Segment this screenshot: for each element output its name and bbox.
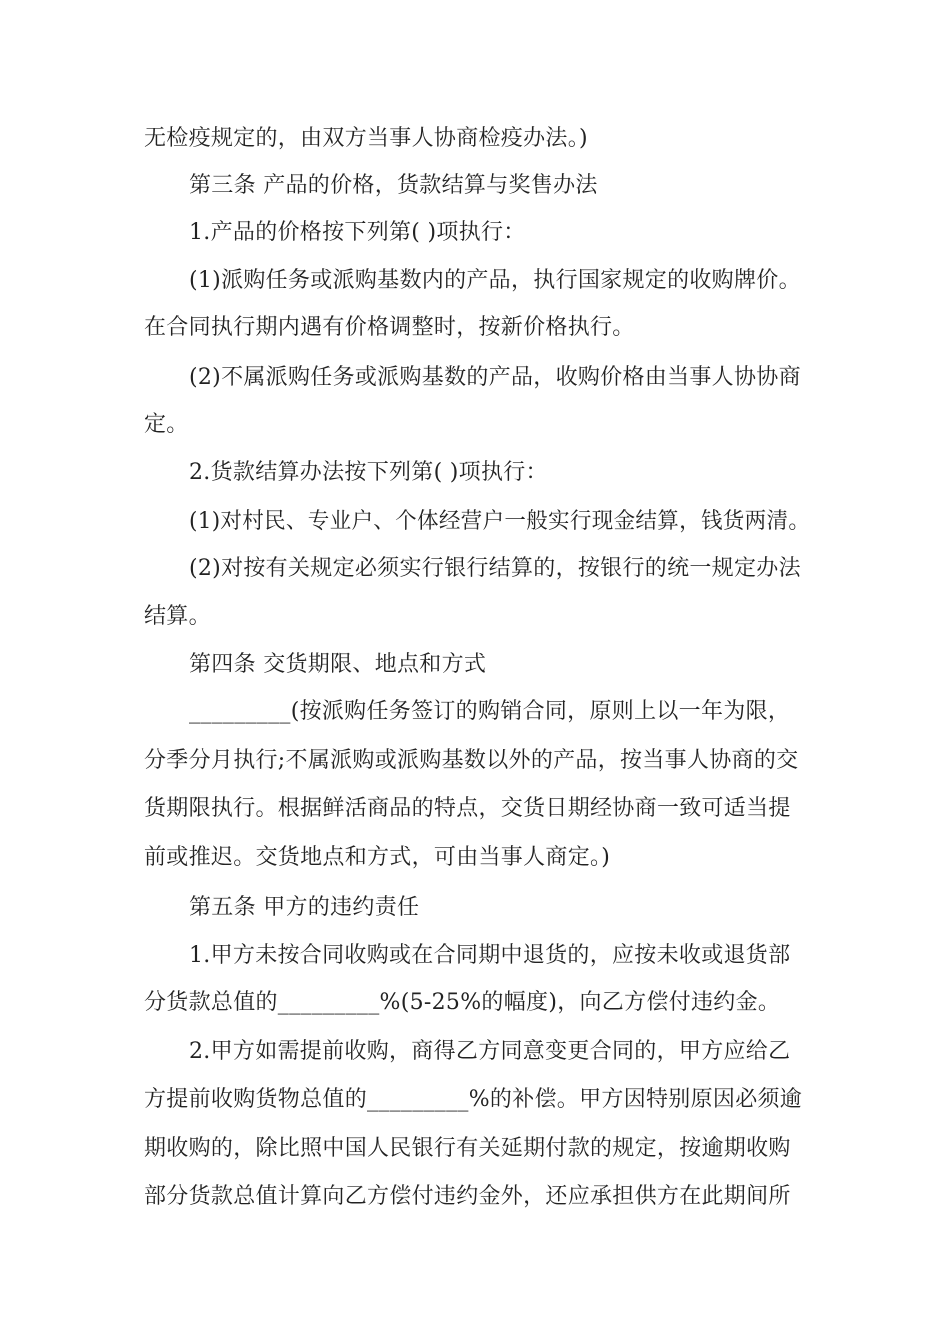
text-line: _________(按派购任务签订的购销合同，原则上以一年为限， [189, 699, 791, 724]
text-line: 方提前收购货物总值的_________%的补偿。甲方因特别原因必须逾 [144, 1087, 803, 1112]
text-line: (2)对按有关规定必须实行银行结算的，按银行的统一规定办法 [189, 556, 801, 581]
text-line: 2.货款结算办法按下列第( )项执行： [189, 460, 548, 485]
text-line: 部分货款总值计算向乙方偿付违约金外，还应承担供方在此期间所 [144, 1184, 791, 1209]
text-line: 分季分月执行;不属派购或派购基数以外的产品，按当事人协商的交 [144, 748, 799, 773]
text-line: 前或推迟。交货地点和方式，可由当事人商定。) [144, 845, 611, 870]
text-line: 结算。 [144, 604, 211, 629]
text-line: 无检疫规定的，由双方当事人协商检疫办法。) [144, 126, 588, 151]
text-line: 1.甲方未按合同收购或在合同期中退货的，应按未收或退货部 [189, 943, 791, 968]
text-line: 1.产品的价格按下列第( )项执行： [189, 220, 526, 245]
text-line: (1)派购任务或派购基数内的产品，执行国家规定的收购牌价。 [189, 268, 801, 293]
article-heading: 第五条 甲方的违约责任 [189, 895, 420, 920]
text-line: (2)不属派购任务或派购基数的产品，收购价格由当事人协协商 [189, 365, 801, 390]
text-line: 在合同执行期内遇有价格调整时，按新价格执行。 [144, 315, 635, 340]
text-line: 2.甲方如需提前收购，商得乙方同意变更合同的，甲方应给乙 [189, 1039, 791, 1064]
text-line: 期收购的，除比照中国人民银行有关延期付款的规定，按逾期收购 [144, 1136, 791, 1161]
text-line: 分货款总值的_________%(5-25%的幅度)，向乙方偿付违约金。 [144, 990, 781, 1015]
text-line: (1)对村民、专业户、个体经营户一般实行现金结算，钱货两清。 [189, 509, 811, 534]
text-line: 货期限执行。根据鲜活商品的特点，交货日期经协商一致可适当提 [144, 796, 791, 821]
article-heading: 第三条 产品的价格，货款结算与奖售办法 [189, 173, 598, 198]
text-line: 定。 [144, 412, 189, 437]
article-heading: 第四条 交货期限、地点和方式 [189, 652, 487, 677]
